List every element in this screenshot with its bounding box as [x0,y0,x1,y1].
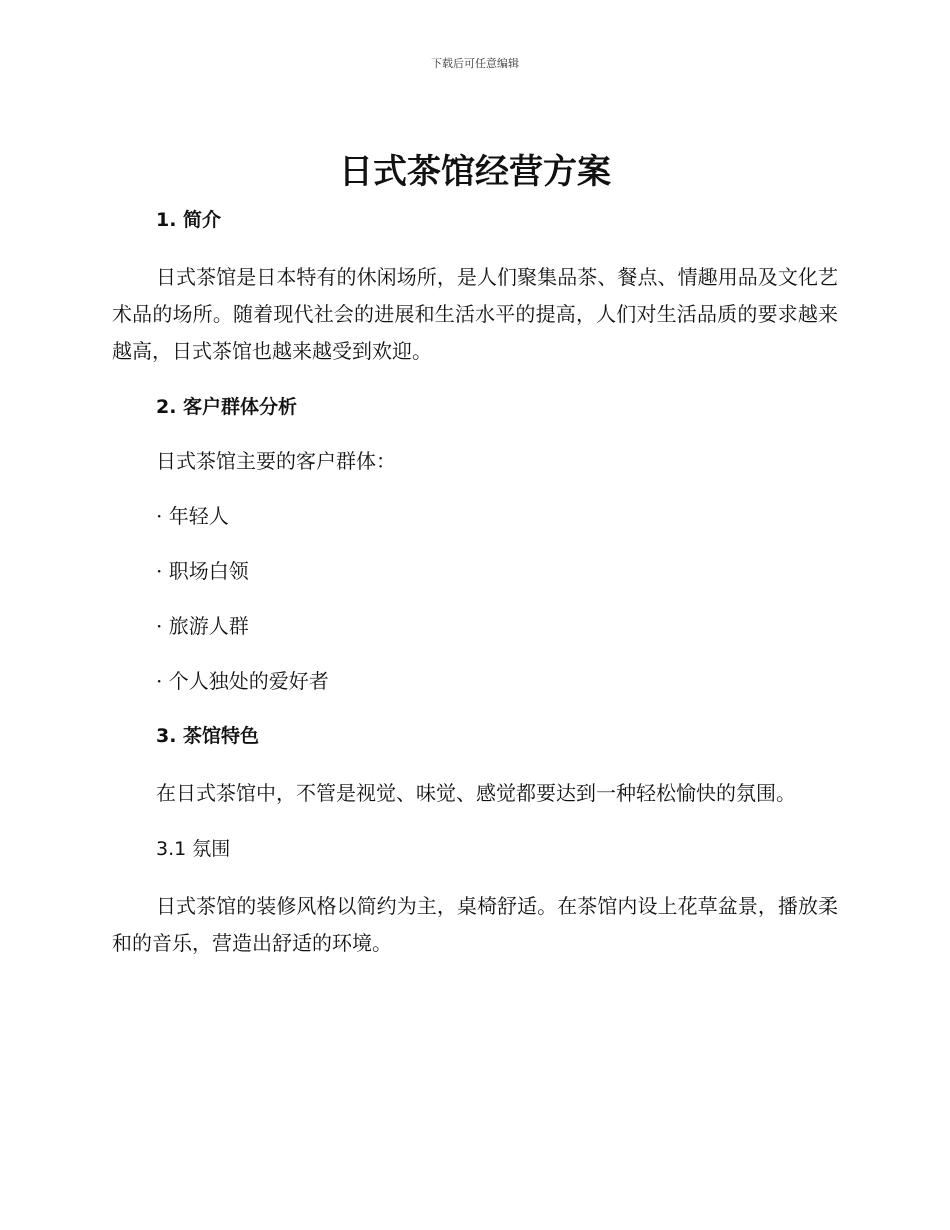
features-paragraph: 在日式茶馆中，不管是视觉、味觉、感觉都要达到一种轻松愉快的氛围。 [156,781,796,805]
section-heading-features: 3. 茶馆特色 [156,725,260,747]
atmosphere-paragraph: 日式茶馆的装修风格以简约为主，桌椅舒适。在茶馆内设上花草盆景，播放柔和的音乐，营造出舒适的环境。 [112,894,838,955]
document-title: 日式茶馆经营方案 [339,152,611,192]
customer-list-item: · 年轻人 [156,504,229,528]
customer-list-item: · 个人独处的爱好者 [156,669,329,693]
intro-paragraph: 日式茶馆是日本特有的休闲场所，是人们聚集品茶、餐点、情趣用品及文化艺术品的场所。随着现代社会的进展和生活水平的提高，人们对生活品质的要求越来越高，日式茶馆也越来越受到欢迎。 [112,265,838,363]
section-heading-customers: 2. 客户群体分析 [156,396,298,418]
customer-list-item: · 职场白领 [156,559,249,583]
customers-lead: 日式茶馆主要的客户群体： [156,449,396,473]
section-heading-intro: 1. 简介 [156,209,222,231]
document-body [112,205,838,962]
customer-list-item: · 旅游人群 [156,614,249,638]
header-note: 下载后可任意编辑 [431,57,519,70]
section-heading-atmosphere: 3.1 氛围 [156,838,231,860]
